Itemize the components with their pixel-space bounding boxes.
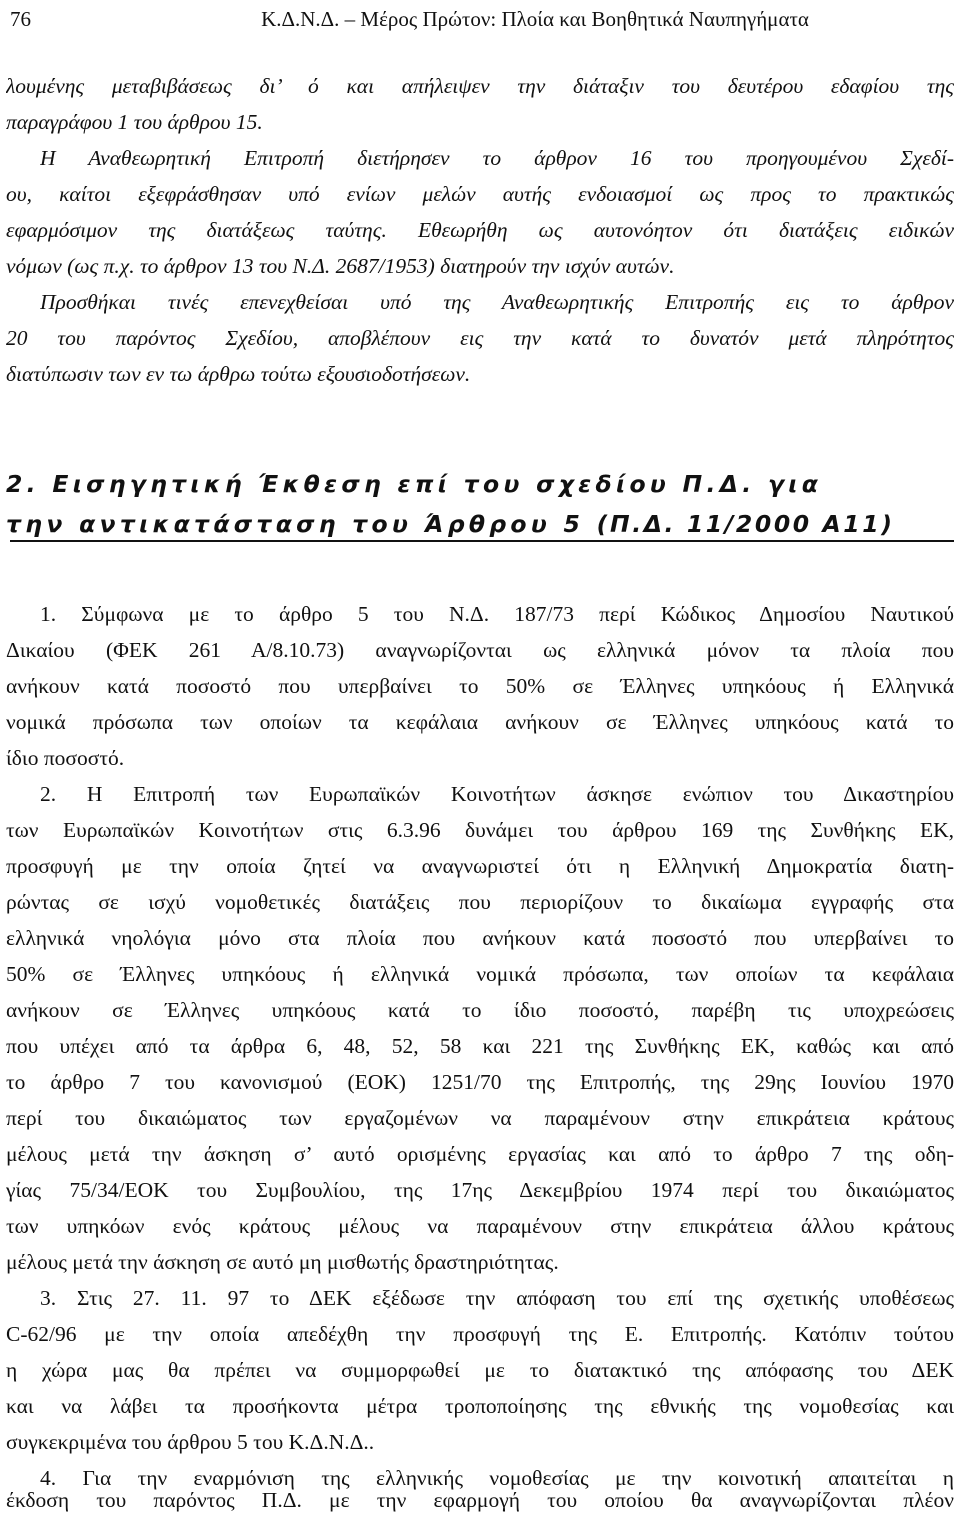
text-line: παραγράφου 1 του άρθρου 15. — [6, 110, 263, 134]
text-line: 50% σε Έλληνες υπηκόους ή ελληνικά νομικά πρόσωπα, των οποίων τα κεφάλαια — [6, 962, 954, 986]
text-line: γίας 75/34/ΕΟΚ του Συμβουλίου, της 17ης Δεκεμβρίου 1974 περί του δικαιώματος — [6, 1178, 954, 1202]
text-line: ελληνικά νηολόγια μόνο στα πλοία που ανήκουν κατά ποσοστό που υπερβαίνει το — [6, 926, 954, 950]
heading-title-part: την αντικατάσταση του Άρθρου 5 — [6, 510, 597, 538]
text-line: εφαρμόσιμον της διατάξεως ταύτης. Εθεωρήθη ως αυτονόητον ότι διατάξεις ειδικών — [6, 218, 954, 242]
text-line: περί του δικαιώματος των εργαζομένων να παραμένουν στην επικράτεια κράτους — [6, 1106, 954, 1130]
text-line: Προσθήκαι τινές επενεχθείσαι υπό της Αναθεωρητικής Επιτροπής εις το άρθρον — [40, 290, 954, 314]
text-line: ανήκουν κατά ποσοστό που υπερβαίνει το 50% σε Έλληνες υπηκόους ή Ελληνικά — [6, 674, 954, 698]
text-line: λουμένης μεταβιβάσεως δι’ ό και απήλειψεν την διάταξιν του δευτέρου εδαφίου της — [6, 74, 954, 98]
text-line: 2. Η Επιτροπή των Ευρωπαϊκών Κοινοτήτων άσκησε ενώπιον του Δικαστηρίου — [40, 782, 954, 806]
text-line: C-62/96 με την οποία απεδέχθη την προσφυγή της Ε. Επιτροπής. Κατόπιν τούτου — [6, 1322, 954, 1346]
text-line: Η Αναθεωρητική Επιτροπή διετήρησεν το άρθρον 16 του προηγουμένου Σχεδί- — [40, 146, 954, 170]
text-line: μέλους μετά την άσκηση σ’ αυτό ορισμένης εργασίας και από το άρθρο 7 της οδη- — [6, 1142, 954, 1166]
text-line: που υπέχει από τα άρθρα 6, 48, 52, 58 και 221 της Συνθήκης ΕΚ, καθώς και από — [6, 1034, 954, 1058]
section-heading-line-2 — [6, 508, 954, 540]
text-line: διατύπωσιν των εν τω άρθρω τούτω εξουσιοδοτήσεων. — [6, 362, 471, 386]
text-line: 3. Στις 27. 11. 97 το ΔΕΚ εξέδωσε την απόφαση του επί της σχετικής υποθέσεως — [40, 1286, 954, 1310]
text-line: ανήκουν σε Έλληνες υπηκόους κατά το ίδιο ποσοστό, παρέβη τις υποχρεώσεις — [6, 998, 954, 1022]
text-line: Δικαίου (ΦΕΚ 261 Α/8.10.73) αναγνωρίζονται ως ελληνικά μόνον τα πλοία που — [6, 638, 954, 662]
text-line: των υπηκόων ενός κράτους μέλους να παραμένουν στην επικράτεια άλλου κράτους — [6, 1214, 954, 1238]
text-line: 4. Για την εναρμόνιση της ελληνικής νομοθεσίας με την κοινοτική απαιτείται η — [40, 1466, 954, 1490]
section-heading-line-1: 2. Εισηγητική Έκθεση επί του σχεδίου Π.Δ. για — [6, 470, 823, 498]
heading-reference-part: (Π.Δ. 11/2000 Α11) — [596, 510, 895, 538]
text-line: η χώρα μας θα πρέπει να συμμορφωθεί με το διατακτικό της απόφασης του ΔΕΚ — [6, 1358, 954, 1382]
text-line: ρώντας σε ισχύ νομοθετικές διατάξεις που περιορίζουν το δικαίωμα εγγραφής στα — [6, 890, 954, 914]
text-line: και να λάβει τα προσήκοντα μέτρα τροποποίησης της εθνικής της νομοθεσίας και — [6, 1394, 954, 1418]
text-line: ου, καίτοι εξεφράσθησαν υπό ενίων μελών αυτής ενδοιασμοί ως προς το πρακτικώς — [6, 182, 954, 206]
text-line: συγκεκριμένα του άρθρου 5 του Κ.Δ.Ν.Δ.. — [6, 1430, 375, 1454]
page-header — [0, 4, 960, 38]
heading-underline — [10, 540, 954, 542]
running-title: Κ.Δ.Ν.Δ. – Μέρος Πρώτον: Πλοία και Βοηθητικά Ναυπηγήματα — [261, 7, 809, 31]
text-line: το άρθρο 7 του κανονισμού (ΕΟΚ) 1251/70 της Επιτροπής, της 29ης Ιουνίου 1970 — [6, 1070, 954, 1094]
text-line: των Ευρωπαϊκών Κοινοτήτων στις 6.3.96 δυνάμει του άρθρου 169 της Συνθήκης ΕΚ, — [6, 818, 954, 842]
text-line: προσφυγή με την οποία ζητεί να αναγνωριστεί ότι η Ελληνική Δημοκρατία διατη- — [6, 854, 954, 878]
page-number: 76 — [10, 7, 31, 31]
text-line: ίδιο ποσοστό. — [6, 746, 125, 770]
text-line: μέλους μετά την άσκηση σε αυτό μη μισθωτής δραστηριότητας. — [6, 1250, 559, 1274]
text-line: νομικά πρόσωπα των οποίων τα κεφάλαια ανήκουν σε Έλληνες υπηκόους κατά το — [6, 710, 954, 734]
text-line: νόμων (ως π.χ. το άρθρον 13 του Ν.Δ. 2687/1953) διατηρούν την ισχύν αυτών. — [6, 254, 675, 278]
text-line: 1. Σύμφωνα με το άρθρο 5 του Ν.Δ. 187/73 περί Κώδικος Δημοσίου Ναυτικού — [40, 602, 954, 626]
text-line: έκδοση του παρόντος Π.Δ. με την εφαρμογή του οποίου θα αναγνωρίζονται πλέον — [6, 1488, 954, 1512]
text-line: 20 του παρόντος Σχεδίου, αποβλέπουν εις την κατά το δυνατόν μετά πληρότητος — [6, 326, 954, 350]
